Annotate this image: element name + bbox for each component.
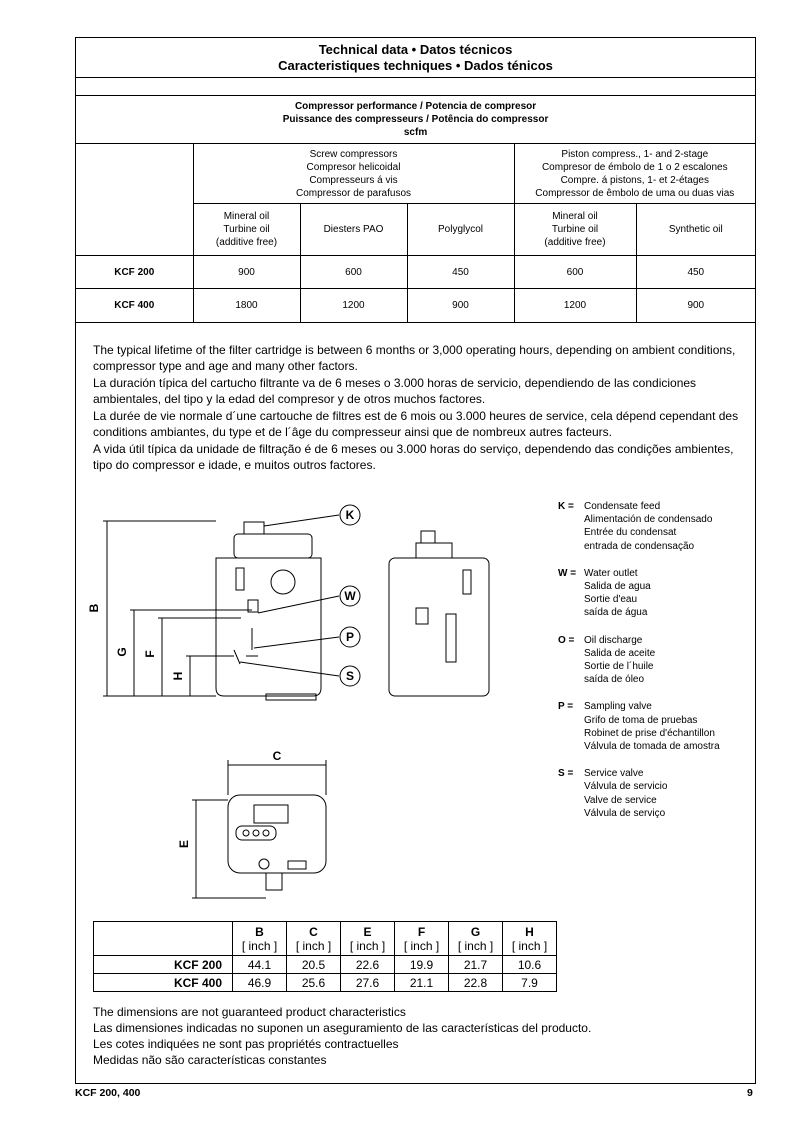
legend-item: S = Service valve Válvula de servicio Valve de service Válvula de serviço xyxy=(558,768,668,819)
empty-corner-cell xyxy=(94,922,233,956)
dim-label-h: H xyxy=(171,671,185,681)
table-row: KCF 200 900 600 450 600 450 xyxy=(76,256,755,289)
table-row: KCF 400 1800 1200 900 1200 900 xyxy=(76,289,755,323)
legend-item: K = Condensate feed Alimentación de condensado Entrée du condensat entrada de condensação xyxy=(558,501,713,552)
dim-line-b xyxy=(103,521,216,696)
legend xyxy=(558,500,758,834)
performance-table-title: Compressor performance / Potencia de compresor Puissance des compresseurs / Potência do compressor scfm xyxy=(76,95,755,144)
dimensions-table: B [ inch ] C [ inch ] E [ inch ] F [ inch ] G [ inch ] H [ inch ] KCF 200 44.1 20.5 22.6 19.9 21.7 10.6 KCF 400 46.9 25.6 27.6 21.1 22.8 7.9 xyxy=(93,921,557,992)
footer-model: KCF 200, 400 xyxy=(75,1087,141,1099)
piston-compressors-header: Piston compress., 1- and 2-stage Compresor de émbolo de 1 o 2 escalones Compre. á pistons, 1- et 2-étages Compressor de êmbolo de uma ou duas vias xyxy=(514,144,755,204)
legend-item: P = Sampling valve Grifo de toma de pruebas Robinet de prise d'échantillon Válvula de tomada de amostra xyxy=(558,701,720,753)
oil-type-mineral-piston: Mineral oil Turbine oil (additive free) xyxy=(514,204,636,256)
callout-k: K xyxy=(345,508,355,522)
callout-s: S xyxy=(345,669,355,683)
page-frame xyxy=(75,37,756,1084)
dim-line-c xyxy=(228,760,326,795)
model-cell: KCF 400 xyxy=(76,289,193,323)
callout-p: P xyxy=(345,630,355,644)
model-cell: KCF 200 xyxy=(94,956,233,974)
callout-w: W xyxy=(344,589,356,603)
page-number: 9 xyxy=(747,1087,753,1099)
unit-side-body xyxy=(389,558,489,696)
unit-front-inlet xyxy=(244,522,264,534)
dimension-notes: The dimensions are not guaranteed product characteristics Las dimensiones indicadas no suponen un aseguramiento de las características del producto. Les cotes indiquées ne sont pas propriétés contractuelles Medidas não são características constantes xyxy=(93,1005,592,1067)
oil-type-mineral-screw: Mineral oil Turbine oil (additive free) xyxy=(193,204,300,256)
dim-label-g: G xyxy=(115,647,129,657)
unit-side-inlet xyxy=(421,531,435,543)
oil-type-diesters: Diesters PAO xyxy=(300,204,407,256)
page-title: Technical data • Datos técnicos Caracteristiques techniques • Dados ténicos xyxy=(76,38,755,78)
legend-item: W = Water outlet Salida de agua Sortie d'eau saída de água xyxy=(558,567,651,619)
dim-label-b: B xyxy=(87,603,101,613)
leader-k xyxy=(264,515,339,526)
oil-type-polyglycol: Polyglycol xyxy=(407,204,514,256)
model-cell: KCF 400 xyxy=(94,974,233,992)
legend-item: O = Oil discharge Salida de aceite Sortie de l´huile saída de óleo xyxy=(558,634,656,686)
table-row: KCF 400 46.9 25.6 27.6 21.1 22.8 7.9 xyxy=(94,974,557,992)
top-outlet xyxy=(266,873,282,890)
unit-front-body xyxy=(216,558,321,696)
oil-type-synthetic: Synthetic oil xyxy=(636,204,755,256)
table-row: KCF 200 44.1 20.5 22.6 19.9 21.7 10.6 xyxy=(94,956,557,974)
dim-label-c: C xyxy=(272,749,282,763)
dim-label-f: F xyxy=(143,650,157,658)
model-cell: KCF 200 xyxy=(76,256,193,289)
unit-side-lid xyxy=(416,543,452,558)
screw-compressors-header: Screw compressors Compresor helicoidal Compresseurs á vis Compressor de parafusos xyxy=(193,144,514,204)
unit-front-lid xyxy=(234,534,312,558)
dim-label-e: E xyxy=(177,839,191,849)
description-text: The typical lifetime of the filter cartridge is between 6 months or 3,000 operating hours, depending on ambient conditions, compressor type and age and many other factors. La duración típica del cartucho filtrante va de 6 meses o 3.000 horas de servicio, dependiendo de las condiciones ambientales, del tipo y la edad del compresor y de otros muchos factores. La durée de vie normale d´une cartouche de filtres est de 6 mois ou 3.000 heures de service, cela dépend cependant des conditions ambiantes, du type et de l´âge du compresseur ainsi que de nombreux autres facteurs. A vida útil típica da unidade de filtração é de 6 meses ou 3.000 horas do serviço, dependendo das condições ambientes, tipo do compressor e idade, e muitos outros factores. xyxy=(93,343,739,472)
